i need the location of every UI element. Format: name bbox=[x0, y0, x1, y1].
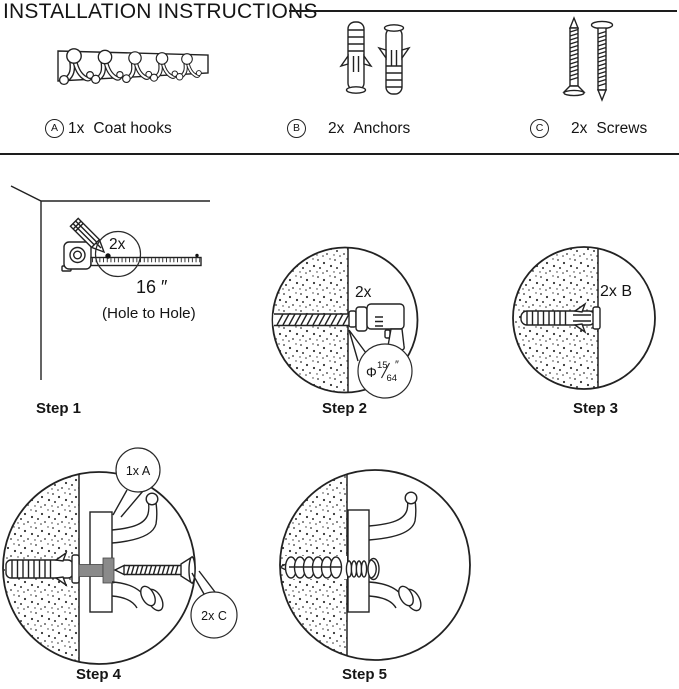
screw-hole-section bbox=[79, 565, 103, 577]
part-name-c: Screws bbox=[596, 119, 648, 137]
part-qty-b: 2x bbox=[328, 119, 345, 137]
step3-qty: 2x B bbox=[600, 283, 633, 300]
screw-hole-flange bbox=[103, 558, 114, 583]
callout-screw bbox=[191, 571, 237, 638]
drill-frac-numerator: 15 bbox=[377, 360, 388, 371]
step4-callout-top: 1x A bbox=[125, 464, 151, 478]
drill-frac-denominator: 64 bbox=[386, 373, 398, 384]
anchor-left bbox=[341, 22, 371, 93]
step4-callout-bottom: 2x C bbox=[201, 609, 227, 623]
part-name-a: Coat hooks bbox=[93, 119, 172, 137]
section-divider-line bbox=[0, 153, 679, 155]
part-qty-c: 2x bbox=[571, 119, 588, 137]
step5-label: Step 5 bbox=[342, 666, 388, 683]
step2-drill-illustration bbox=[265, 240, 433, 405]
step1-label: Step 1 bbox=[36, 400, 82, 417]
part-qty-a: 1x bbox=[68, 119, 85, 137]
step1-measure-illustration bbox=[0, 178, 230, 413]
step1-measurement: 16 ″ bbox=[136, 277, 168, 297]
tape-measure bbox=[62, 242, 201, 271]
step3-anchor-illustration bbox=[505, 240, 670, 402]
step1-note: (Hole to Hole) bbox=[102, 305, 196, 322]
part-badge-b: B bbox=[287, 119, 306, 138]
part-badge-a: A bbox=[45, 119, 64, 138]
part-label-anchors bbox=[287, 119, 410, 138]
drilled-hole bbox=[273, 314, 353, 326]
step4-screw-hook-illustration bbox=[0, 440, 248, 685]
part-label-screws bbox=[530, 119, 647, 138]
step3-label: Step 3 bbox=[573, 400, 619, 417]
step2-qty: 2x bbox=[355, 284, 372, 301]
page-title: INSTALLATION INSTRUCTIONS bbox=[3, 0, 318, 23]
step1-qty: 2x bbox=[109, 236, 126, 253]
wall-corner-lines bbox=[11, 186, 210, 380]
step2-label: Step 2 bbox=[322, 400, 368, 417]
pencil-mark-dot bbox=[105, 253, 110, 258]
anchor-right bbox=[379, 25, 409, 94]
diameter-symbol: Φ bbox=[366, 365, 377, 380]
drill-unit: ″ bbox=[395, 359, 399, 371]
screws-illustration bbox=[546, 12, 626, 108]
wall-anchors-illustration bbox=[330, 12, 422, 108]
step5-finished-illustration bbox=[275, 440, 480, 685]
screw-head-up bbox=[592, 21, 613, 100]
part-label-coat-hooks bbox=[45, 119, 172, 138]
part-name-b: Anchors bbox=[353, 119, 411, 137]
second-mark-dot bbox=[195, 254, 198, 257]
coat-hook-rail-illustration bbox=[38, 30, 233, 108]
step4-label: Step 4 bbox=[76, 666, 122, 683]
part-badge-c: C bbox=[530, 119, 549, 138]
screw-tip-up bbox=[564, 18, 584, 96]
expanded-anchor bbox=[280, 556, 347, 579]
